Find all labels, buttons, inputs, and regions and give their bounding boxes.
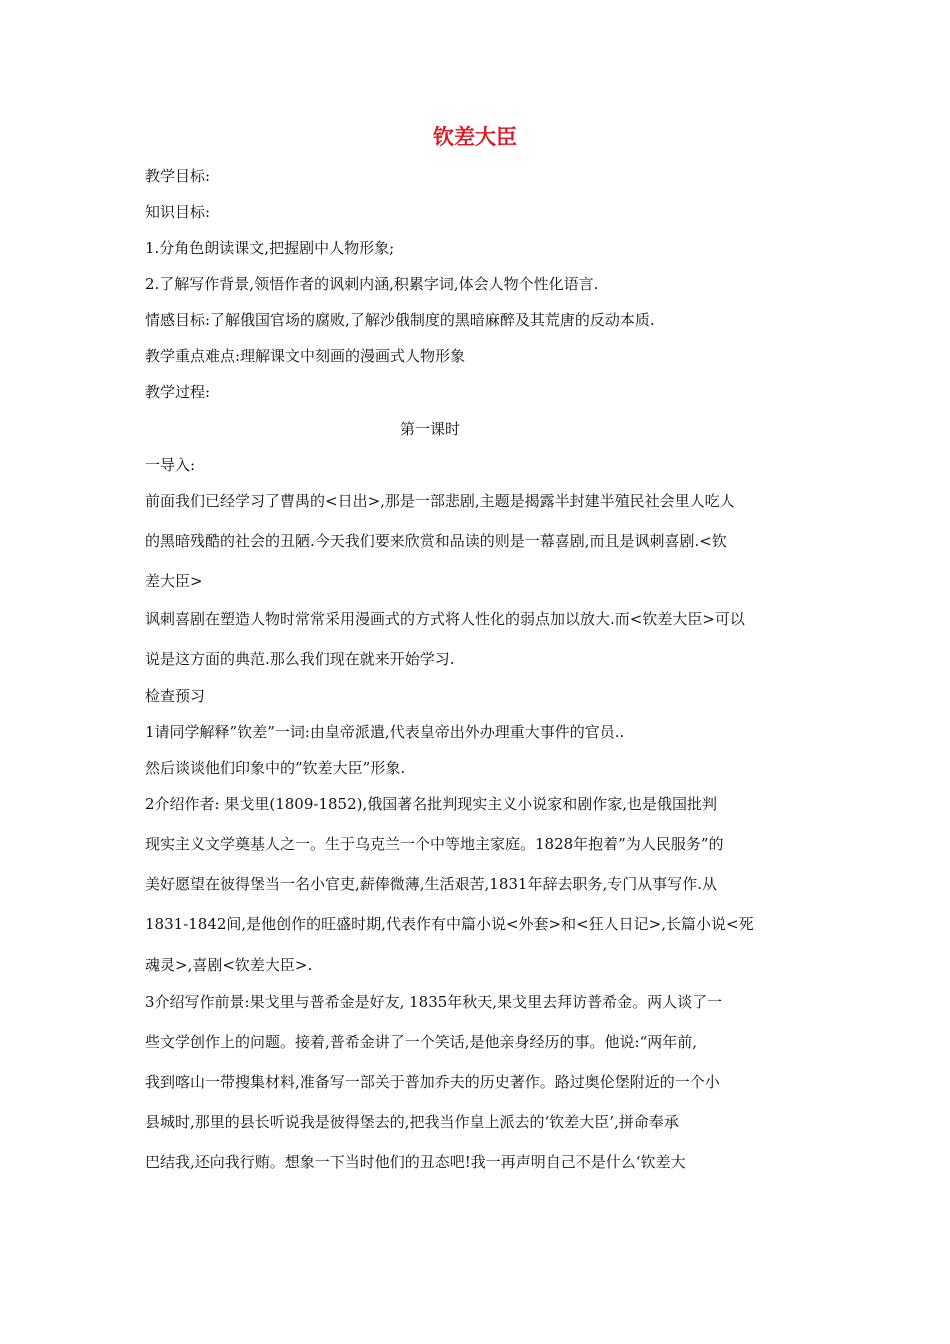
text-line: 教学过程: (145, 383, 211, 401)
text-line: 1.分角色朗读课文,把握剧中人物形象; (145, 239, 395, 257)
text-line: 差大臣> (145, 572, 203, 590)
text-line: 美好愿望在彼得堡当一名小官吏,薪俸微薄,生活艰苦,1831年辞去职务,专门从事写作.从 (145, 875, 718, 893)
text-line: 1831-1842间,是他创作的旺盛时期,代表作有中篇小说<外套>和<狂人日记>,长篇小说<死 (145, 915, 754, 933)
text-line: 前面我们已经学习了曹禺的<日出>,那是一部悲剧,主题是揭露半封建半殖民社会里人吃人 (145, 492, 735, 510)
text-line: 1请同学解释”钦差”一词:由皇帝派遣,代表皇帝出外办理重大事件的官员.. (145, 723, 625, 741)
text-line: 我到喀山一带搜集材料,准备写一部关于普加乔夫的历史著作。路过奥伦堡附近的一个小 (145, 1073, 720, 1091)
text-line: 教学目标: (145, 167, 211, 185)
text-line: 情感目标:了解俄国官场的腐败,了解沙俄制度的黑暗麻醉及其荒唐的反动本质. (145, 311, 655, 329)
section-heading: 第一课时 (399, 420, 460, 438)
text-line: 魂灵>,喜剧<钦差大臣>. (145, 956, 313, 974)
text-line: 知识目标: (145, 203, 211, 221)
text-line: 的黑暗残酷的社会的丑陋.今天我们要来欣赏和品读的则是一幕喜剧,而且是讽刺喜剧.<钦 (145, 532, 727, 550)
text-line: 2.了解写作背景,领悟作者的讽刺内涵,积累字词,体会人物个性化语言. (145, 275, 599, 293)
text-line: 2介绍作者: 果戈里(1809-1852),俄国著名批判现实主义小说家和剧作家,也是俄国批判 (145, 795, 718, 813)
text-line: 现实主义文学奠基人之一。生于乌克兰一个中等地主家庭。1828年抱着”为人民服务”的 (145, 835, 724, 853)
text-line: 县城时,那里的县长听说我是彼得堡去的,把我当作皇上派去的‘钦差大臣’,拼命奉承 (145, 1113, 679, 1131)
text-line: 3介绍写作前景:果戈里与普希金是好友, 1835年秋天,果戈里去拜访普希金。两人谈了一 (145, 993, 723, 1011)
text-line: 教学重点难点:理解课文中刻画的漫画式人物形象 (145, 347, 466, 365)
text-line: 检查预习 (145, 687, 206, 705)
text-line: 一导入: (145, 456, 196, 474)
text-line: 然后谈谈他们印象中的”钦差大臣”形象. (145, 759, 406, 777)
text-line: 讽刺喜剧在塑造人物时常常采用漫画式的方式将人性化的弱点加以放大.而<钦差大臣>可以 (145, 610, 745, 628)
page-title: 钦差大臣 (433, 125, 517, 149)
text-line: 说是这方面的典范.那么我们现在就来开始学习. (145, 650, 455, 668)
text-line: 些文学创作上的问题。接着,普希金讲了一个笑话,是他亲身经历的事。他说:“两年前, (145, 1033, 698, 1051)
text-line: 巴结我,还向我行贿。想象一下当时他们的丑态吧!我一再声明自己不是什么‘钦差大 (145, 1153, 686, 1171)
